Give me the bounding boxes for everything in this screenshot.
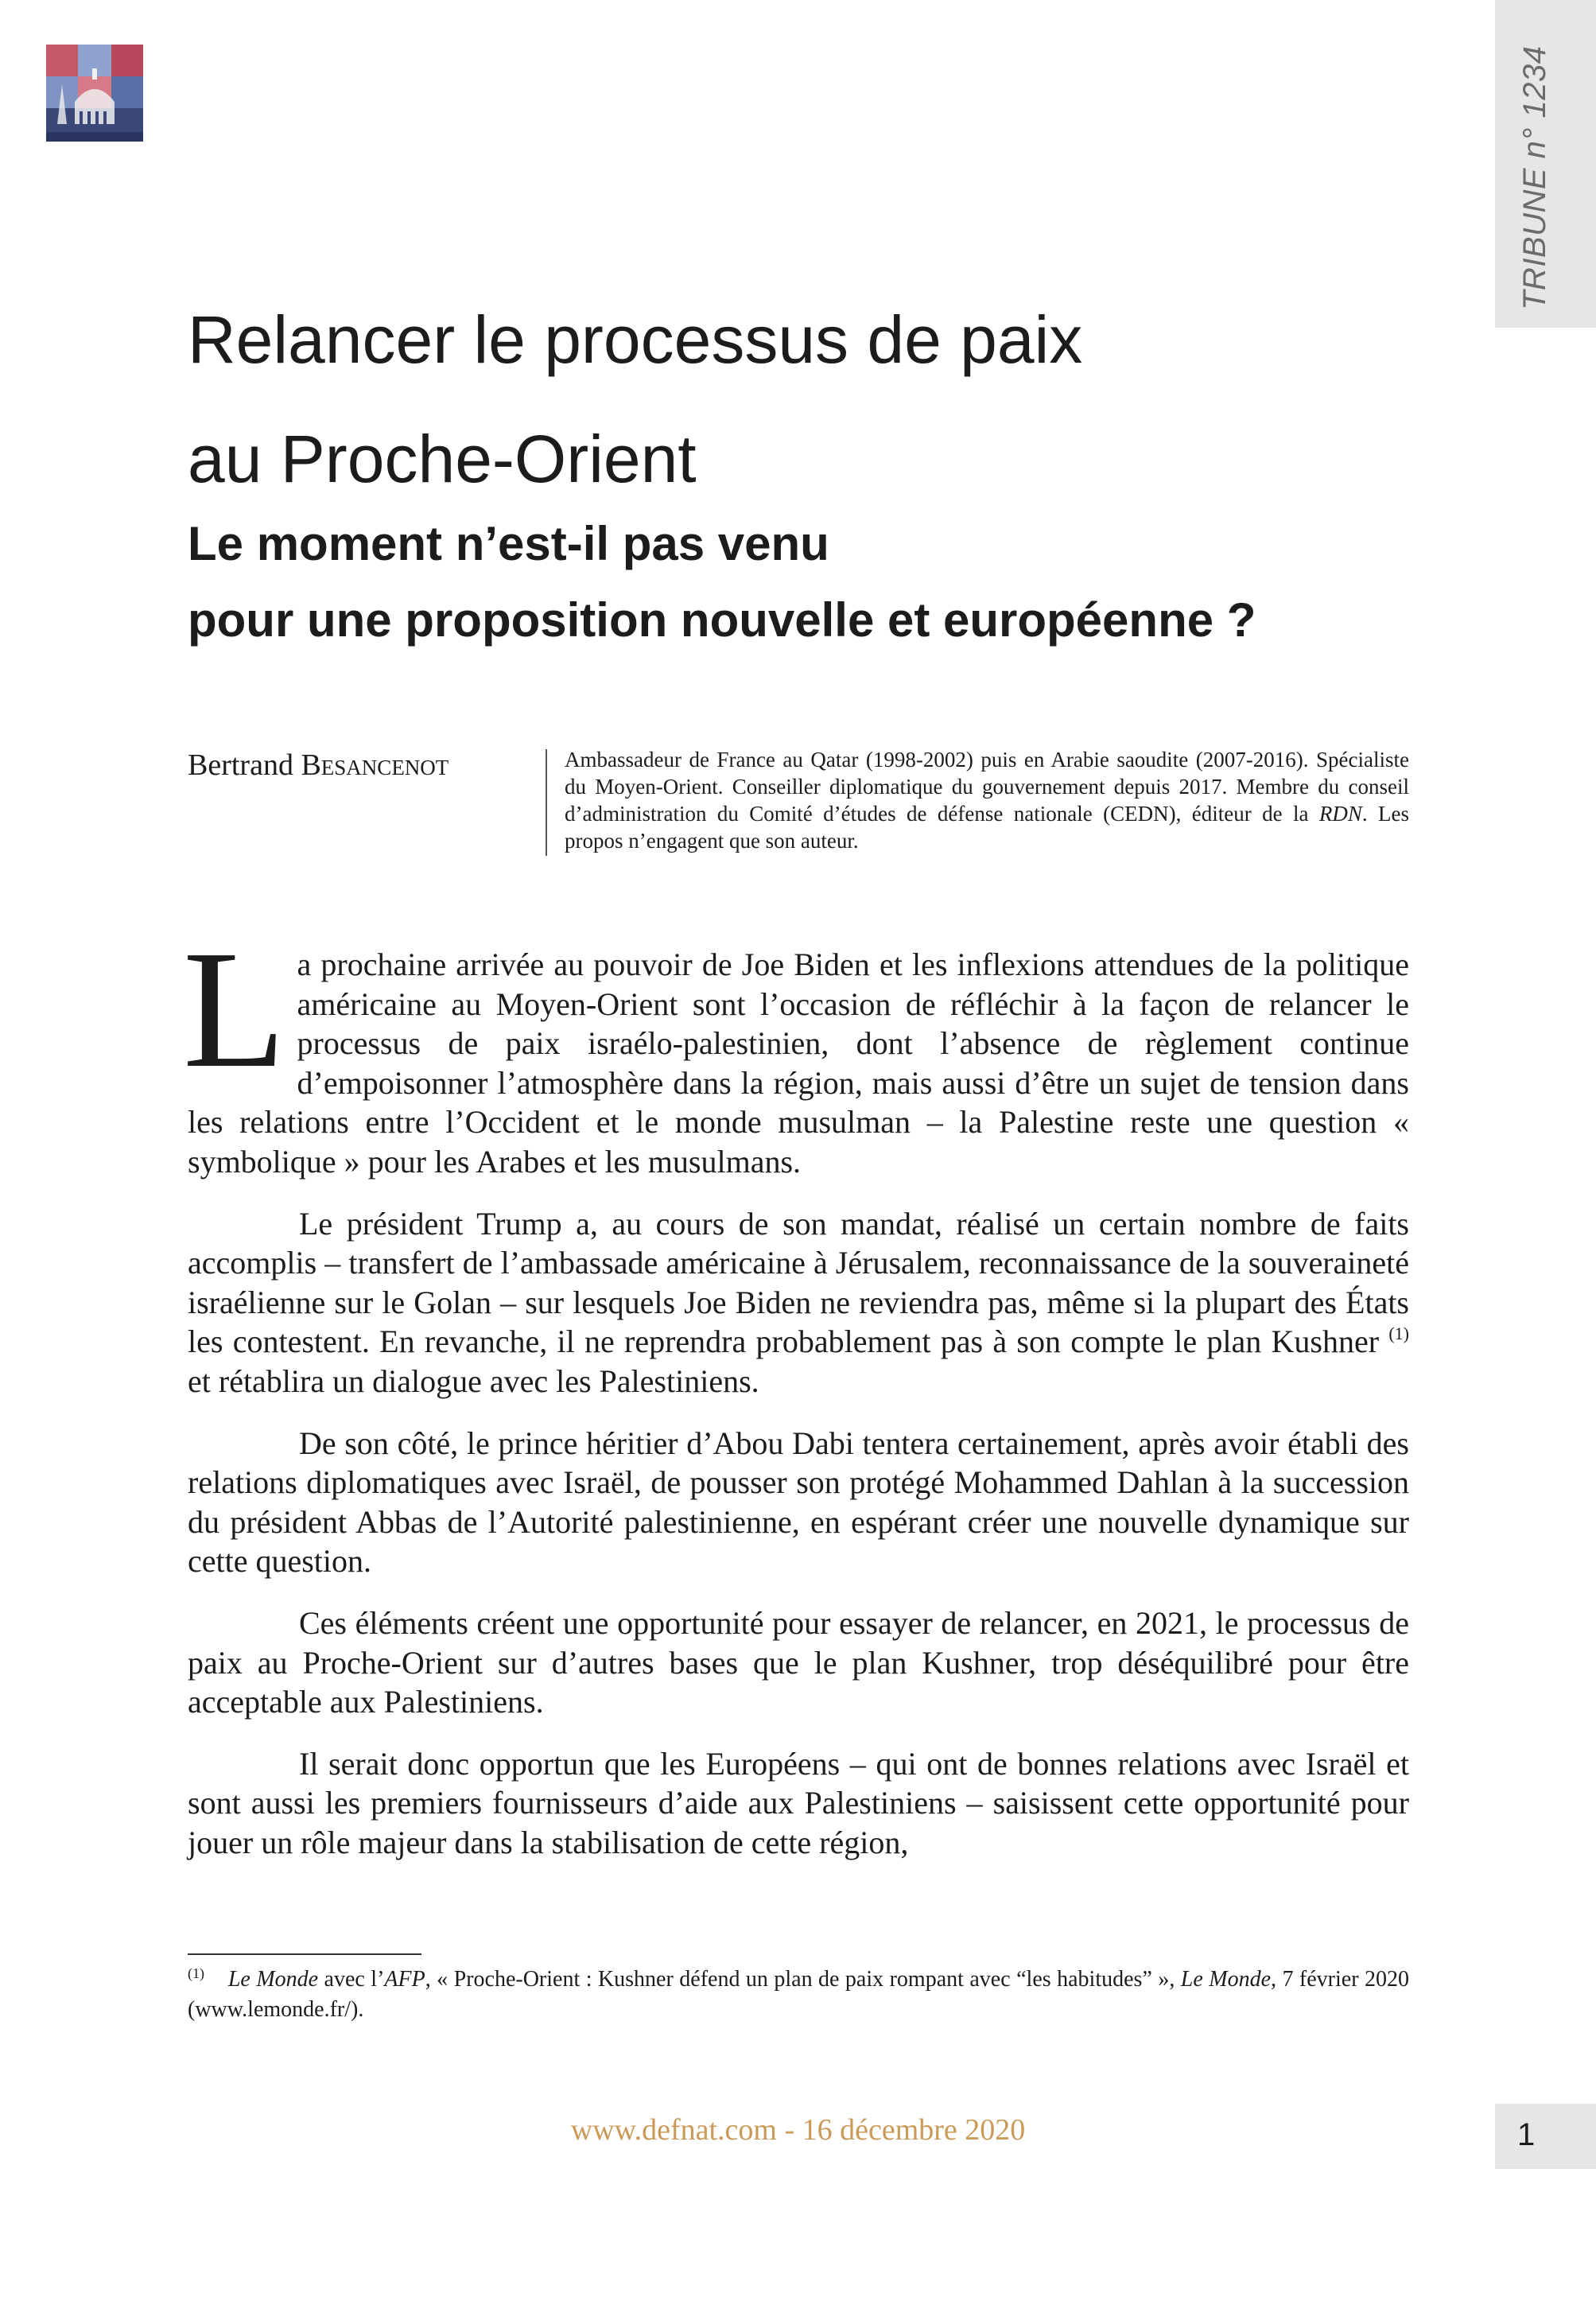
page-number: 1 — [1517, 2117, 1536, 2152]
footnote-source: Le Monde — [227, 1967, 319, 1992]
series-label: TRIBUNE n° 1234 — [1517, 45, 1552, 310]
footnote-source-2: Le Monde — [1180, 1967, 1271, 1992]
footnote-text-3: , 7 février 2020 (www.lemonde.fr/). — [188, 1967, 1409, 2022]
author-name — [188, 748, 449, 783]
paragraph-4: Ces éléments créent une opportunité pour essayer de relancer, en 2021, le processus de paix au Proche-Orient sur d’autres bases que le plan Kushner, trop déséquilibré pour être acceptable aux Palestiniens. — [188, 1604, 1409, 1720]
paragraph-1 — [183, 915, 1409, 1182]
title-line-2: au Proche-Orient — [188, 422, 697, 496]
bio-journal: RDN — [1318, 802, 1362, 826]
footnote — [188, 1965, 1409, 2025]
paragraph-2 — [188, 1204, 1409, 1401]
author-last-name: Besancenot — [301, 748, 449, 782]
footnote-text: avec l’ — [318, 1967, 385, 1992]
footnote-ref[interactable]: (1) — [1388, 1323, 1409, 1344]
paragraph-5: Il serait donc opportun que les Européens – qui ont de bonnes relations avec Israël et sont aussi les premiers fournisseurs d’aide aux Palestiniens – saisissent cette opportunité pour jouer un rôle majeur dans la stabilisation de cette région, — [188, 1745, 1409, 1860]
paragraph-1-text: a prochaine arrivée au pouvoir de Joe Biden et les inflexions attendues de la politique américaine au Moyen-Orient sont l’occasion de réfléchir à la façon de relancer le processus de paix israélo-palestinien, dont l’absence de règlement continue d’empoisonner l’atmosphère dans la région, mais aussi d’être un sujet de tension dans les relations entre l’Occident et le monde musulman – la Palestine reste une question « symbolique » pour les Arabes et les musulmans. — [188, 946, 1409, 1180]
author-bio — [565, 746, 1409, 854]
article-title — [188, 280, 1428, 519]
title-line-1: Relancer le processus de paix — [188, 302, 1083, 377]
footnote-agency: AFP — [384, 1967, 425, 1992]
footnote-divider — [188, 1953, 421, 1955]
bio-divider — [546, 749, 547, 856]
footnote-marker: (1) — [188, 1965, 204, 1981]
paragraph-3: De son côté, le prince héritier d’Abou Dabi tentera certainement, après avoir établi des relations diplomatiques avec Israël, de pousser son protégé Mohammed Dahlan à la succession du président Abbas de l’Autorité palestinienne, en espérant créer une nouvelle dynamique sur cette question. — [188, 1425, 1409, 1580]
page-number-tab — [1495, 2104, 1596, 2169]
footer-site-date[interactable]: www.defnat.com - 16 décembre 2020 — [570, 2113, 1026, 2147]
article-body — [183, 915, 1409, 1884]
ecole-militaire-dome-icon — [46, 45, 143, 142]
subtitle-line-2: pour une proposition nouvelle et européenne ? — [188, 593, 1256, 647]
author-first-name: Bertrand — [188, 748, 293, 782]
rdn-logo — [46, 45, 143, 142]
drop-cap: L — [183, 915, 286, 1102]
paragraph-2-text-end: et rétablira un dialogue avec les Palestiniens. — [188, 1362, 759, 1399]
bio-text-end: . Les propos n’engagent que son auteur. — [565, 802, 1410, 853]
paragraph-2-text: Le président Trump a, au cours de son mandat, réalisé un certain nombre de faits accomplis – transfert de l’ambassade américaine à Jérusalem, reconnaissance de la souveraineté israélienne sur le Golan – sur lesquels Joe Biden ne reviendra pas, même si la plupart des États les contestent. En revanche, il ne reprendra probablement pas à son compte le plan Kushner — [188, 1205, 1409, 1360]
footnote-text-2: , « Proche-Orient : Kushner défend un plan de paix rompant avec “les habitudes” », — [425, 1967, 1181, 1992]
bio-text: Ambassadeur de France au Qatar (1998-2002) puis en Arabie saoudite (2007-2016). Spécialiste du Moyen-Orient. Conseiller diplomatique du gouvernement depuis 2017. Membre du conseil d’administration du Comité d’études de défense nationale (CEDN), éditeur de la — [565, 748, 1409, 826]
subtitle-line-1: Le moment n’est-il pas venu — [188, 517, 829, 570]
article-subtitle — [188, 506, 1428, 659]
